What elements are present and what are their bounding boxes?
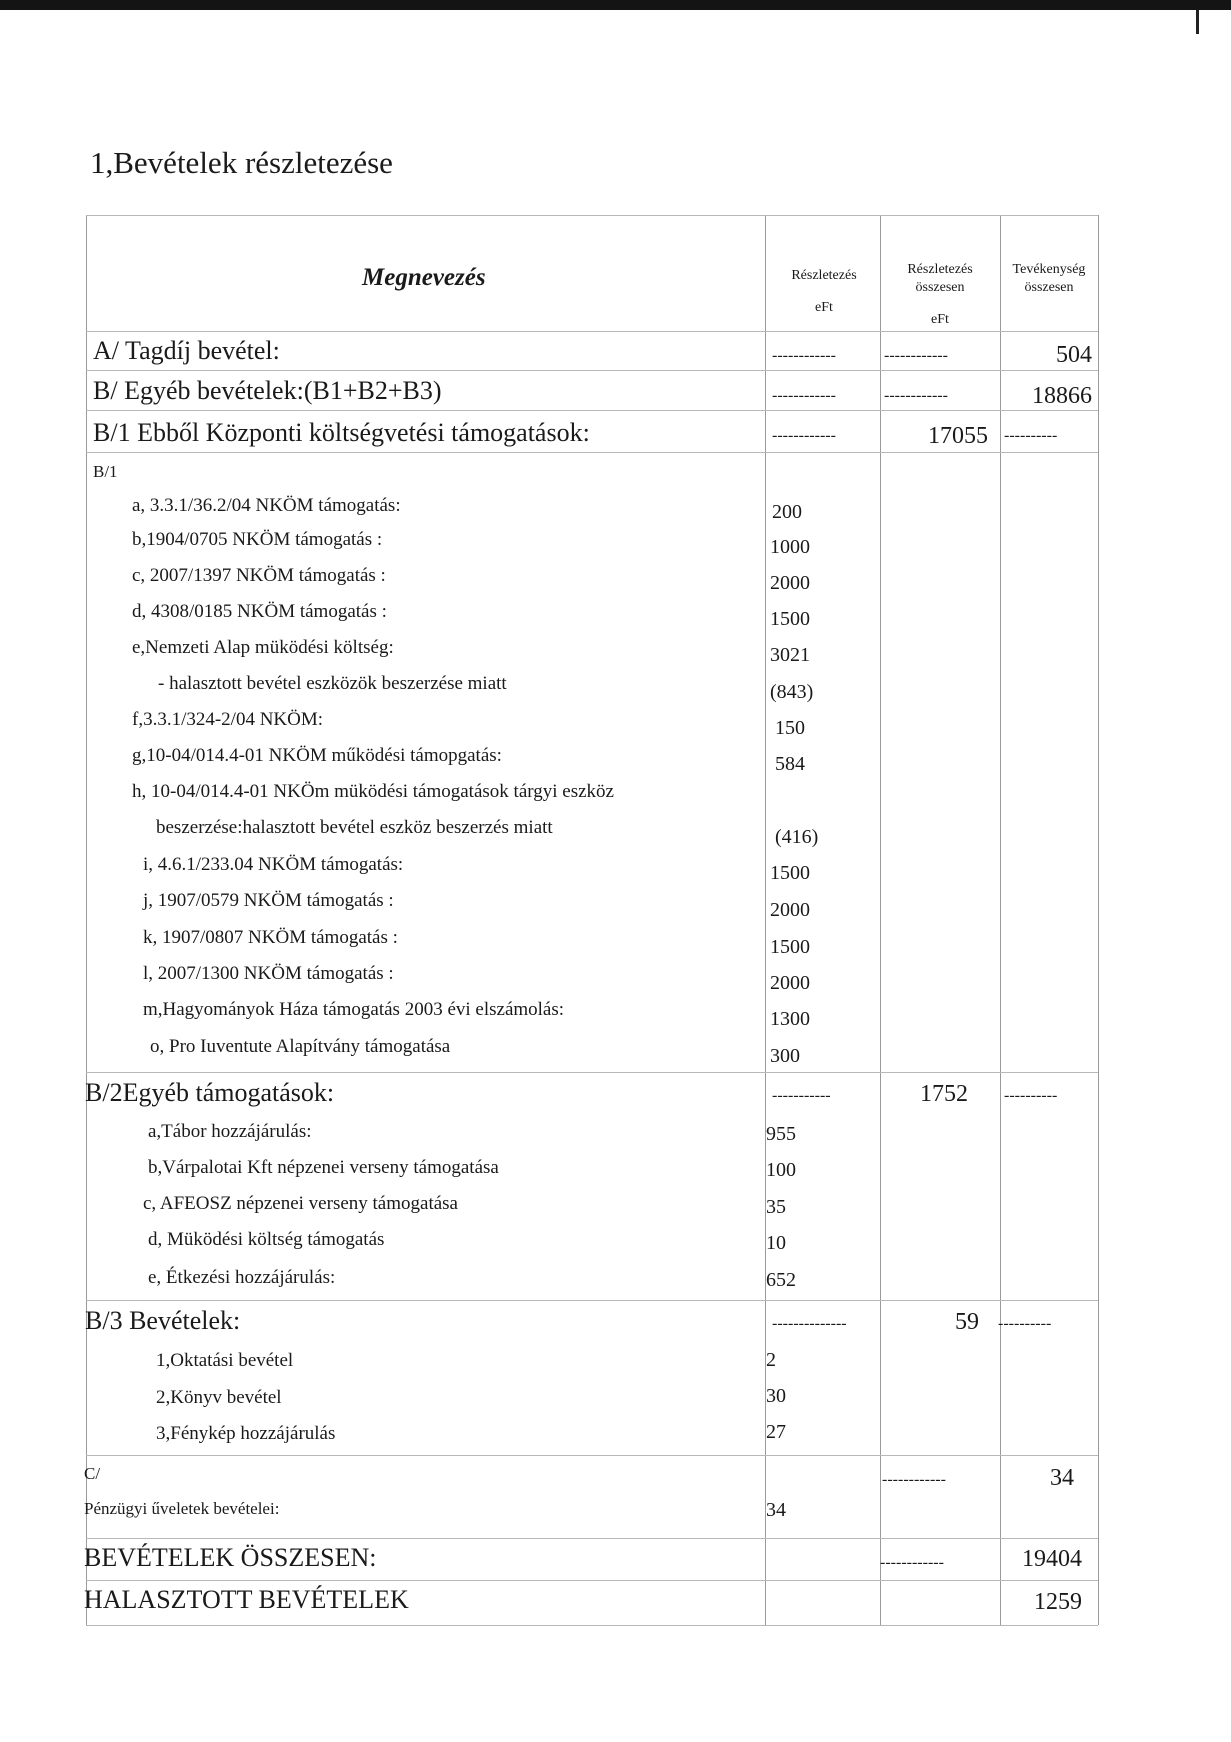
table-left-border (86, 215, 87, 1625)
list-item-value: 2 (766, 1349, 776, 1371)
list-item-value: 100 (766, 1159, 796, 1181)
total-label: BEVÉTELEK ÖSSZESEN: (84, 1543, 377, 1572)
row-b2-label: B/2Egyéb támogatások: (85, 1078, 335, 1107)
list-item-value: 2000 (770, 572, 810, 594)
row-b1-col1-dash: ------------ (772, 427, 836, 444)
list-item-value: (416) (775, 826, 819, 848)
list-item-value: 300 (770, 1045, 800, 1067)
list-item-label: c, AFEOSZ népzenei verseny támogatása (143, 1193, 458, 1214)
list-item-label: h, 10-04/014.4-01 NKÖm müködési támogatások tárgyi eszköz (132, 781, 614, 802)
list-item-label: d, Müködési költség támogatás (148, 1229, 385, 1250)
list-item-value: 1000 (770, 536, 810, 558)
list-item-label: a,Tábor hozzájárulás: (148, 1121, 312, 1142)
list-item-value: 1500 (770, 862, 810, 884)
list-item-value: 3021 (770, 644, 810, 666)
table-right-border (1098, 215, 1099, 1625)
row-divider (86, 410, 1098, 411)
row-b-total: 18866 (1032, 383, 1092, 409)
list-item-label: c, 2007/1397 NKÖM támogatás : (132, 565, 386, 586)
row-b1-col3-dash: ---------- (1004, 427, 1058, 444)
table-bottom-border (86, 1625, 1098, 1626)
col3-divider (1000, 215, 1001, 1625)
row-divider (86, 1455, 1098, 1456)
list-item-value: 1500 (770, 936, 810, 958)
list-item-value: 1300 (770, 1008, 810, 1030)
row-b2-col3-dash: ---------- (1004, 1087, 1058, 1104)
row-c-col2-dash: ------------ (882, 1471, 946, 1488)
list-item-value: 10 (766, 1232, 786, 1254)
list-item-label: beszerzése:halasztott bevétel eszköz beszerzés miatt (156, 817, 553, 838)
list-item-value: 30 (766, 1385, 786, 1407)
header-col3-line2: összesen (1024, 280, 1074, 295)
list-item-label: m,Hagyományok Háza támogatás 2003 évi elszámolás: (143, 999, 565, 1020)
row-b-col2-dash: ------------ (884, 387, 948, 404)
header-col3-line1: Tevékenység (1012, 262, 1086, 277)
row-b2-col1-dash: ----------- (772, 1087, 831, 1104)
list-item-value: 35 (766, 1196, 786, 1218)
row-b2-sum: 1752 (920, 1081, 968, 1107)
list-item-label: d, 4308/0185 NKÖM támogatás : (132, 601, 387, 622)
row-a-label: A/ Tagdíj bevétel: (93, 336, 280, 365)
row-b-label: B/ Egyéb bevételek:(B1+B2+B3) (93, 376, 442, 405)
row-b1-sub-label: B/1 (93, 462, 118, 481)
header-col2-line1: Részletezés (907, 262, 973, 277)
header-name-col: Megnevezés (362, 264, 486, 291)
table-top-border (86, 215, 1098, 216)
col1-divider (765, 215, 766, 1625)
row-b1-sum: 17055 (928, 423, 988, 449)
row-b3-col1-dash: -------------- (772, 1315, 847, 1332)
row-b-col1-dash: ------------ (772, 387, 836, 404)
list-item-value: 27 (766, 1421, 786, 1443)
list-item-value: 150 (775, 717, 805, 739)
row-a-col2-dash: ------------ (884, 347, 948, 364)
row-divider (86, 452, 1098, 453)
list-item-label: l, 2007/1300 NKÖM támogatás : (143, 963, 394, 984)
list-item-value: 1500 (770, 608, 810, 630)
col2-divider (880, 215, 881, 1625)
row-b3-sum: 59 (955, 1309, 979, 1335)
header-col2-line3: eFt (931, 312, 949, 327)
row-divider (86, 370, 1098, 371)
list-item-label: j, 1907/0579 NKÖM támogatás : (143, 890, 394, 911)
list-item-label: f,3.3.1/324-2/04 NKÖM: (132, 709, 324, 730)
list-item-label: k, 1907/0807 NKÖM támogatás : (143, 927, 398, 948)
list-item-label: - halasztott bevétel eszközök beszerzése miatt (158, 673, 507, 694)
row-divider (86, 1072, 1098, 1073)
row-b3-label: B/3 Bevételek: (85, 1306, 241, 1335)
list-item-label: o, Pro Iuventute Alapítvány támogatása (150, 1036, 451, 1057)
row-divider (86, 1538, 1098, 1539)
total-value: 19404 (1022, 1546, 1082, 1572)
row-b3-col3-dash: ---------- (998, 1315, 1052, 1332)
page-title: 1,Bevételek részletezése (90, 145, 393, 180)
list-item-value: 652 (766, 1269, 796, 1291)
row-b1-label: B/1 Ebből Központi költségvetési támogatások: (93, 418, 590, 447)
row-a-total: 504 (1056, 342, 1092, 368)
list-item-label: 3,Fénykép hozzájárulás (156, 1423, 336, 1444)
list-item-value: 2000 (770, 899, 810, 921)
row-c-value: 34 (766, 1499, 786, 1521)
list-item-label: e, Étkezési hozzájárulás: (148, 1267, 336, 1288)
row-c-total: 34 (1050, 1465, 1074, 1491)
row-divider (86, 1580, 1098, 1581)
list-item-label: e,Nemzeti Alap müködési költség: (132, 637, 394, 658)
list-item-value: 2000 (770, 972, 810, 994)
list-item-value: 955 (766, 1123, 796, 1145)
header-col2-line2: összesen (915, 280, 965, 295)
row-c-sublabel: Pénzügyi űveletek bevételei: (84, 1499, 280, 1518)
deferred-value: 1259 (1034, 1589, 1082, 1615)
list-item-label: a, 3.3.1/36.2/04 NKÖM támogatás: (132, 495, 401, 516)
row-divider (86, 1300, 1098, 1301)
list-item-value: 200 (772, 501, 802, 523)
total-col2-dash: ------------ (880, 1554, 944, 1571)
header-divider (86, 331, 1098, 332)
deferred-label: HALASZTOTT BEVÉTELEK (84, 1585, 409, 1614)
header-col1-line1: Részletezés (791, 268, 857, 283)
list-item-value: 584 (775, 753, 805, 775)
list-item-label: g,10-04/014.4-01 NKÖM működési támopgatás: (132, 745, 502, 766)
row-a-col1-dash: ------------ (772, 347, 836, 364)
header-col1-line2: eFt (815, 300, 833, 315)
row-c-label: C/ (84, 1464, 101, 1483)
list-item-label: b,1904/0705 NKÖM támogatás : (132, 529, 383, 550)
list-item-label: b,Várpalotai Kft népzenei verseny támogatása (148, 1157, 499, 1178)
list-item-value: (843) (770, 681, 814, 703)
list-item-label: 1,Oktatási bevétel (156, 1350, 294, 1371)
list-item-label: 2,Könyv bevétel (156, 1387, 282, 1408)
list-item-label: i, 4.6.1/233.04 NKÖM támogatás: (143, 854, 404, 875)
